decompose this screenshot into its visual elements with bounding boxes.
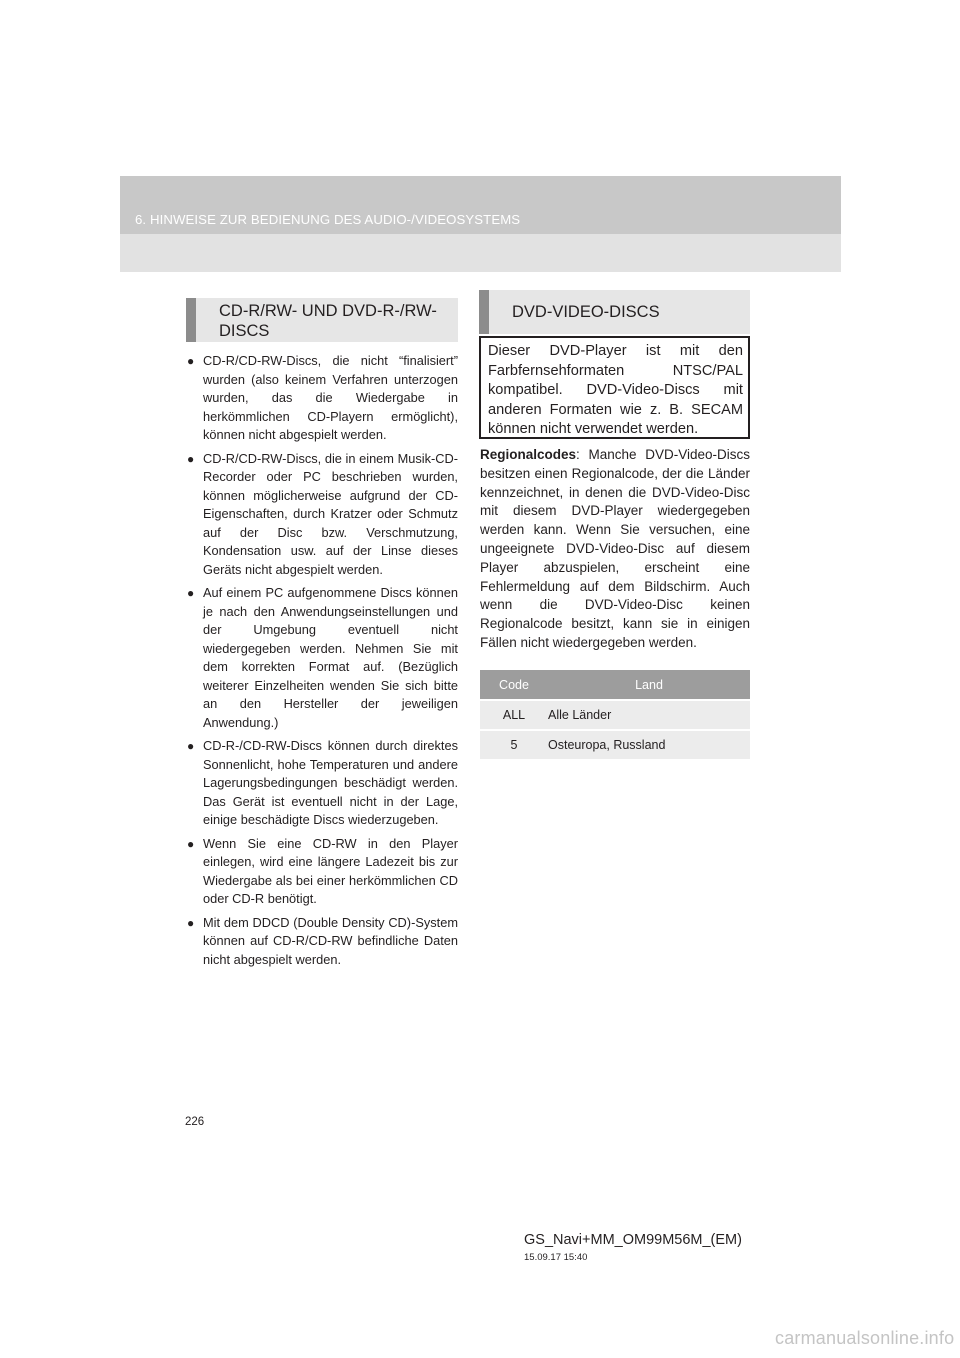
left-section-heading xyxy=(186,298,458,342)
chapter-header-bar xyxy=(120,176,841,234)
list-item xyxy=(186,914,458,970)
table-row xyxy=(480,730,750,759)
bullet-icon: ● xyxy=(187,915,195,930)
page-number: 226 xyxy=(185,1116,205,1128)
column-header-land: Land xyxy=(548,670,750,700)
left-bullet-list xyxy=(186,352,458,974)
document-date: 15.09.17 15:40 xyxy=(524,1252,588,1263)
section-heading-marker xyxy=(186,298,196,342)
table-cell-land: Osteuropa, Russland xyxy=(548,730,750,759)
chapter-header-band xyxy=(120,176,841,272)
list-item-text: CD-R-/CD-RW-Discs können durch direktes Sonnenlicht, hohe Temperaturen und andere Lagerungsbedingungen beschädigt werden. Das Gerät ist eventuell nicht in der Lage, einige beschädigte Discs wiederzugeben. xyxy=(203,738,458,827)
left-section-title-line1: CD-R/RW- UND DVD-R-/RW- xyxy=(219,302,437,320)
list-item-text: Mit dem DDCD (Double Density CD)-System können auf CD-R/CD-RW befindliche Daten nicht abgespielt werden. xyxy=(203,914,458,967)
list-item xyxy=(186,737,458,830)
section-heading-marker xyxy=(479,290,489,334)
list-item-text: Wenn Sie eine CD-RW in den Player einlegen, wird eine längere Ladezeit bis zur Wiedergabe als bei einer herkömmlichen CD oder CD-R benötigt. xyxy=(203,835,458,906)
bullet-icon: ● xyxy=(187,586,195,600)
table-cell-land: Alle Länder xyxy=(548,700,750,730)
chapter-title: 6. HINWEISE ZUR BEDIENUNG DES AUDIO-/VIDEOSYSTEMS xyxy=(135,212,521,227)
list-item xyxy=(186,584,458,732)
bullet-icon: ● xyxy=(187,836,195,851)
notice-box: Dieser DVD-Player ist mit den Farbfernsehformaten NTSC/PAL kompatibel. DVD-Video-Discs mit anderen Formaten wie z. B. SECAM können nicht verwendet werden. xyxy=(479,336,750,439)
bullet-icon: ● xyxy=(187,451,195,466)
region-code-paragraph xyxy=(480,446,750,653)
table-cell-code: ALL xyxy=(480,700,548,730)
right-section-title: DVD-VIDEO-DISCS xyxy=(512,303,660,321)
list-item xyxy=(186,352,458,445)
document-code: GS_Navi+MM_OM99M56M_(EM) xyxy=(524,1232,742,1248)
column-header-code: Code xyxy=(480,670,548,700)
list-item-text: Auf einem PC aufgenommene Discs können je nach den Anwendungseinstellungen und der Umgebung eventuell nicht wiedergegeben werden. Nehmen Sie mit dem korrekten Format auf. (Bezüglich weiterer Einzelheiten wenden Sie sich bitte an den Hersteller der jeweiligen Anwendung.) xyxy=(203,585,458,730)
list-item xyxy=(186,450,458,580)
region-code-table xyxy=(480,670,750,759)
table-cell-code: 5 xyxy=(480,730,548,759)
table-header-row xyxy=(480,670,750,700)
watermark: carmanualsonline.info xyxy=(775,1328,955,1348)
left-section-title xyxy=(219,301,437,341)
list-item-text: CD-R/CD-RW-Discs, die in einem Musik-CD-Recorder oder PC beschrieben wurden, können möglicherweise aufgrund der CD-Eigenschaften, durch Kratzer oder Schmutz auf der Disc bzw. Verschmutzung, Kondensation usw. auf der Linse dieses Geräts nicht abgespielt werden. xyxy=(203,450,458,577)
region-code-label: Regionalcodes xyxy=(480,447,577,462)
region-code-text: : Manche DVD-Video-Discs besitzen einen Regionalcode, der die Länder kennzeichnet, in denen die DVD-Video-Disc mit diesem DVD-Player wiedergegeben werden kann. Wenn Sie versuchen, eine ungeeignete DVD-Video-Disc auf diesem Player abzuspielen, erscheint eine Fehlermeldung auf dem Bildschirm. Auch wenn die DVD-Video-Disc keinen Regionalcode besitzt, kann sie in einigen Fällen nicht wiedergegeben werden. xyxy=(480,447,750,650)
right-section-heading xyxy=(479,290,750,334)
bullet-icon: ● xyxy=(187,354,195,368)
list-item-text: CD-R/CD-RW-Discs, die nicht “finalisiert” wurden (also keinem Verfahren unterzogen wurden, das die Wiedergabe in herkömmlichen CD-Playern ermöglicht), können nicht abgespielt werden. xyxy=(203,353,458,442)
bullet-icon: ● xyxy=(187,739,195,753)
table-row xyxy=(480,700,750,730)
list-item xyxy=(186,835,458,909)
left-section-title-line2: DISCS xyxy=(219,322,270,340)
